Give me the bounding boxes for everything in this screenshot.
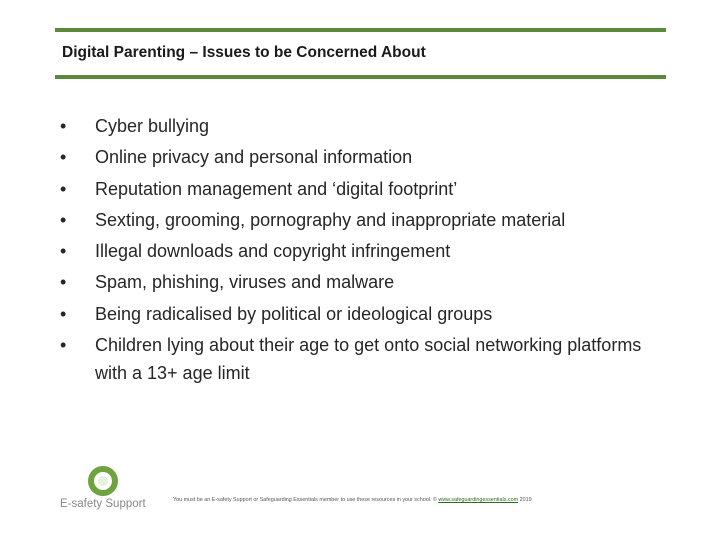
list-item bbox=[0, 175, 720, 203]
bullet-icon: • bbox=[60, 241, 67, 262]
list-item-text: Reputation management and ‘digital footprint’ bbox=[95, 178, 458, 199]
list-item bbox=[0, 206, 720, 234]
esafety-logo bbox=[56, 464, 151, 514]
list-item bbox=[0, 331, 720, 387]
bullet-icon: • bbox=[60, 209, 67, 230]
title-underline bbox=[55, 75, 666, 79]
bullet-icon: • bbox=[60, 303, 67, 324]
list-item bbox=[0, 143, 720, 171]
footer-link[interactable]: www.safeguardingessentials.com bbox=[438, 497, 519, 503]
footer-year: 2019 bbox=[519, 497, 532, 503]
list-item-text: Illegal downloads and copyright infringement bbox=[95, 241, 451, 262]
list-item-text: Online privacy and personal information bbox=[95, 147, 413, 168]
footer-text: You must be an E-safety Support or Safeguarding Essentials member to use these resources in your school. © bbox=[173, 497, 437, 503]
top-divider bbox=[55, 28, 666, 32]
bullet-icon: • bbox=[60, 147, 67, 168]
list-item-text: Cyber bullying bbox=[95, 116, 210, 136]
footer-notice bbox=[173, 497, 532, 503]
bullet-icon: • bbox=[60, 116, 67, 136]
ring-icon bbox=[86, 464, 120, 498]
logo-text: E-safety Support bbox=[60, 498, 146, 510]
bullet-icon: • bbox=[60, 178, 67, 199]
list-item bbox=[0, 268, 720, 296]
list-item-text: Spam, phishing, viruses and malware bbox=[95, 272, 395, 293]
list-item bbox=[0, 237, 720, 265]
issues-list bbox=[0, 112, 720, 390]
bullet-icon: • bbox=[60, 335, 67, 356]
slide-title: Digital Parenting – Issues to be Concerned About bbox=[62, 44, 426, 61]
list-item bbox=[0, 300, 720, 328]
bullet-icon: • bbox=[60, 272, 67, 293]
list-item-text: Sexting, grooming, pornography and inappropriate material bbox=[95, 209, 566, 230]
list-item-text: Children lying about their age to get onto social networking platforms with a 13+ age limit bbox=[95, 335, 642, 384]
list-item bbox=[0, 112, 720, 140]
list-item-text: Being radicalised by political or ideological groups bbox=[95, 303, 493, 324]
